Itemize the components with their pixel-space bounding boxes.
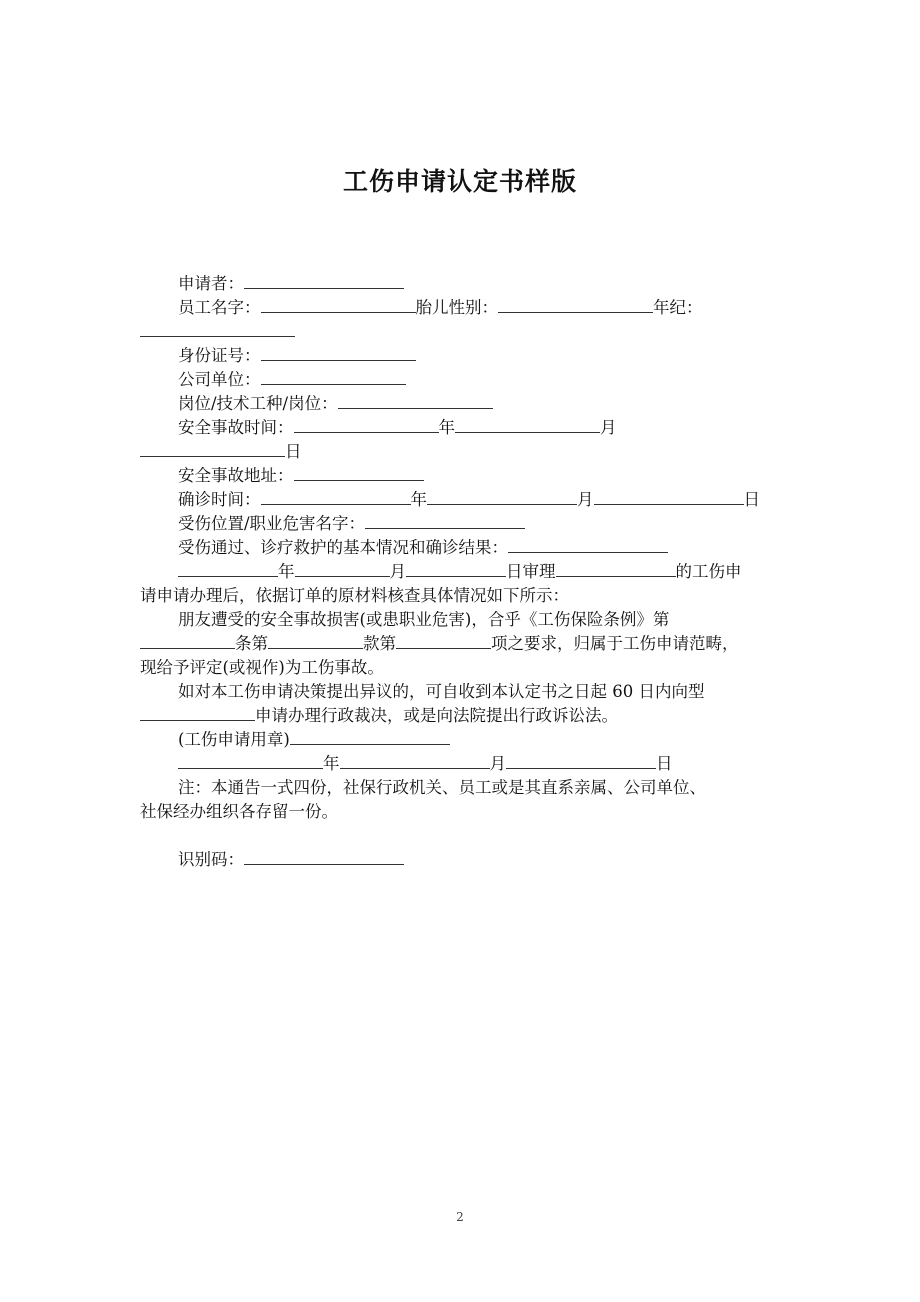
- text-note-2: 社保经办组织各存留一份。: [140, 802, 338, 821]
- blank-gender[interactable]: [498, 296, 653, 313]
- line-code: [140, 848, 838, 872]
- label-company: 公司单位：: [178, 370, 261, 389]
- blank-review-year[interactable]: [178, 560, 278, 577]
- line-accident-time: [140, 416, 838, 440]
- line-note-2: [140, 800, 800, 824]
- line-treatment: [140, 536, 838, 560]
- blank-treatment[interactable]: [508, 536, 668, 553]
- line-company: [140, 368, 838, 392]
- label-injury-part: 受伤位置/职业危害名字：: [178, 514, 366, 533]
- blank-injury-part[interactable]: [365, 512, 525, 529]
- label-month-2: 月: [577, 490, 594, 509]
- label-year-3: 年: [278, 562, 295, 581]
- blank-clause-tiao[interactable]: [140, 632, 235, 649]
- blank-diagnosis-month[interactable]: [427, 488, 577, 505]
- label-clause-tail: 项之要求，归属于工伤申请范畴，: [491, 634, 739, 653]
- label-accident-place: 安全事故地址：: [178, 466, 294, 485]
- label-year-2: 年: [410, 490, 427, 509]
- label-id-number: 身份证号：: [178, 346, 261, 365]
- blank-accident-place[interactable]: [294, 464, 424, 481]
- line-id: [140, 344, 838, 368]
- blank-review-month[interactable]: [295, 560, 390, 577]
- label-employee-name: 员工名字：: [178, 298, 261, 317]
- blank-code[interactable]: [244, 848, 404, 865]
- line-position: [140, 392, 838, 416]
- label-year-4: 年: [323, 754, 340, 773]
- text-note-1: 注：本通告一式四份，社保行政机关、员工或是其直系亲属、公司单位、: [178, 778, 706, 797]
- line-accident-place: [140, 464, 838, 488]
- label-review-text1: 日审理: [506, 562, 556, 581]
- blank-position[interactable]: [338, 392, 493, 409]
- label-code: 识别码：: [178, 850, 244, 869]
- text-objection-1: 如对本工伤申请决策提出异议的，可自收到本认定书之日起 60 日内向型: [178, 682, 705, 701]
- blank-employee-name[interactable]: [261, 296, 416, 313]
- line-applicant: [140, 272, 838, 296]
- text-friend-line: 朋友遭受的安全事故损害(或患职业危害)，合乎《工伤保险条例》第: [178, 610, 670, 629]
- label-month: 月: [600, 418, 617, 437]
- blank-objection-org[interactable]: [140, 704, 255, 721]
- text-review-line2: 请申请办理后，依据订单的原材料核查具体情况如下所示：: [140, 586, 569, 605]
- blank-accident-month[interactable]: [455, 416, 600, 433]
- label-applicant: 申请者：: [178, 274, 244, 293]
- blank-seal-year[interactable]: [178, 752, 323, 769]
- line-injury-part: [140, 512, 838, 536]
- label-gender: 胎儿性别：: [415, 298, 498, 317]
- label-diagnosis-time: 确诊时间：: [178, 490, 261, 509]
- blank-accident-year[interactable]: [294, 416, 439, 433]
- line-conclusion: [140, 656, 800, 680]
- line-friend: [140, 608, 838, 632]
- blank-seal[interactable]: [290, 728, 450, 745]
- label-clause-kuan: 款第: [363, 634, 396, 653]
- text-conclusion: 现给予评定(或视作)为工伤事故。: [140, 658, 384, 677]
- label-clause-tiao: 条第: [235, 634, 268, 653]
- line-clause: [140, 632, 800, 656]
- blank-seal-month[interactable]: [340, 752, 490, 769]
- line-diagnosis-time: [140, 488, 838, 512]
- line-age-blank: [140, 320, 800, 344]
- blank-review-org[interactable]: [556, 560, 676, 577]
- label-treatment: 受伤通过、诊疗救护的基本情况和确诊结果：: [178, 538, 508, 557]
- label-month-3: 月: [389, 562, 406, 581]
- blank-review-day[interactable]: [406, 560, 506, 577]
- line-review: [140, 560, 838, 584]
- blank-diagnosis-year[interactable]: [261, 488, 411, 505]
- line-objection-1: [140, 680, 838, 704]
- blank-applicant[interactable]: [244, 272, 404, 289]
- page-number: 2: [456, 1210, 464, 1224]
- blank-diagnosis-day[interactable]: [594, 488, 744, 505]
- blank-seal-day[interactable]: [506, 752, 656, 769]
- line-accident-day: [140, 440, 800, 464]
- label-day-2: 日: [743, 490, 760, 509]
- label-accident-time: 安全事故时间：: [178, 418, 294, 437]
- line-review-2: [140, 584, 800, 608]
- label-position: 岗位/技术工种/岗位：: [178, 394, 338, 413]
- blank-clause-xiang[interactable]: [396, 632, 491, 649]
- label-year: 年: [438, 418, 455, 437]
- label-day-4: 日: [656, 754, 673, 773]
- blank-clause-kuan[interactable]: [268, 632, 363, 649]
- line-objection-2: [140, 704, 800, 728]
- blank-age[interactable]: [140, 320, 295, 337]
- label-review-text2: 的工伤申: [675, 562, 742, 581]
- line-employee: [140, 296, 838, 320]
- label-month-4: 月: [489, 754, 506, 773]
- line-seal-date: [140, 752, 838, 776]
- blank-id-number[interactable]: [261, 344, 416, 361]
- blank-company[interactable]: [261, 368, 406, 385]
- line-note-1: [140, 776, 838, 800]
- document-title: 工伤申请认定书样版: [342, 167, 577, 196]
- label-age: 年纪：: [653, 298, 703, 317]
- blank-accident-day[interactable]: [140, 440, 285, 457]
- label-seal: (工伤申请用章): [178, 730, 290, 749]
- text-objection-2: 申请办理行政裁决，或是向法院提出行政诉讼法。: [255, 706, 618, 725]
- line-seal: [140, 728, 838, 752]
- label-day: 日: [285, 442, 302, 461]
